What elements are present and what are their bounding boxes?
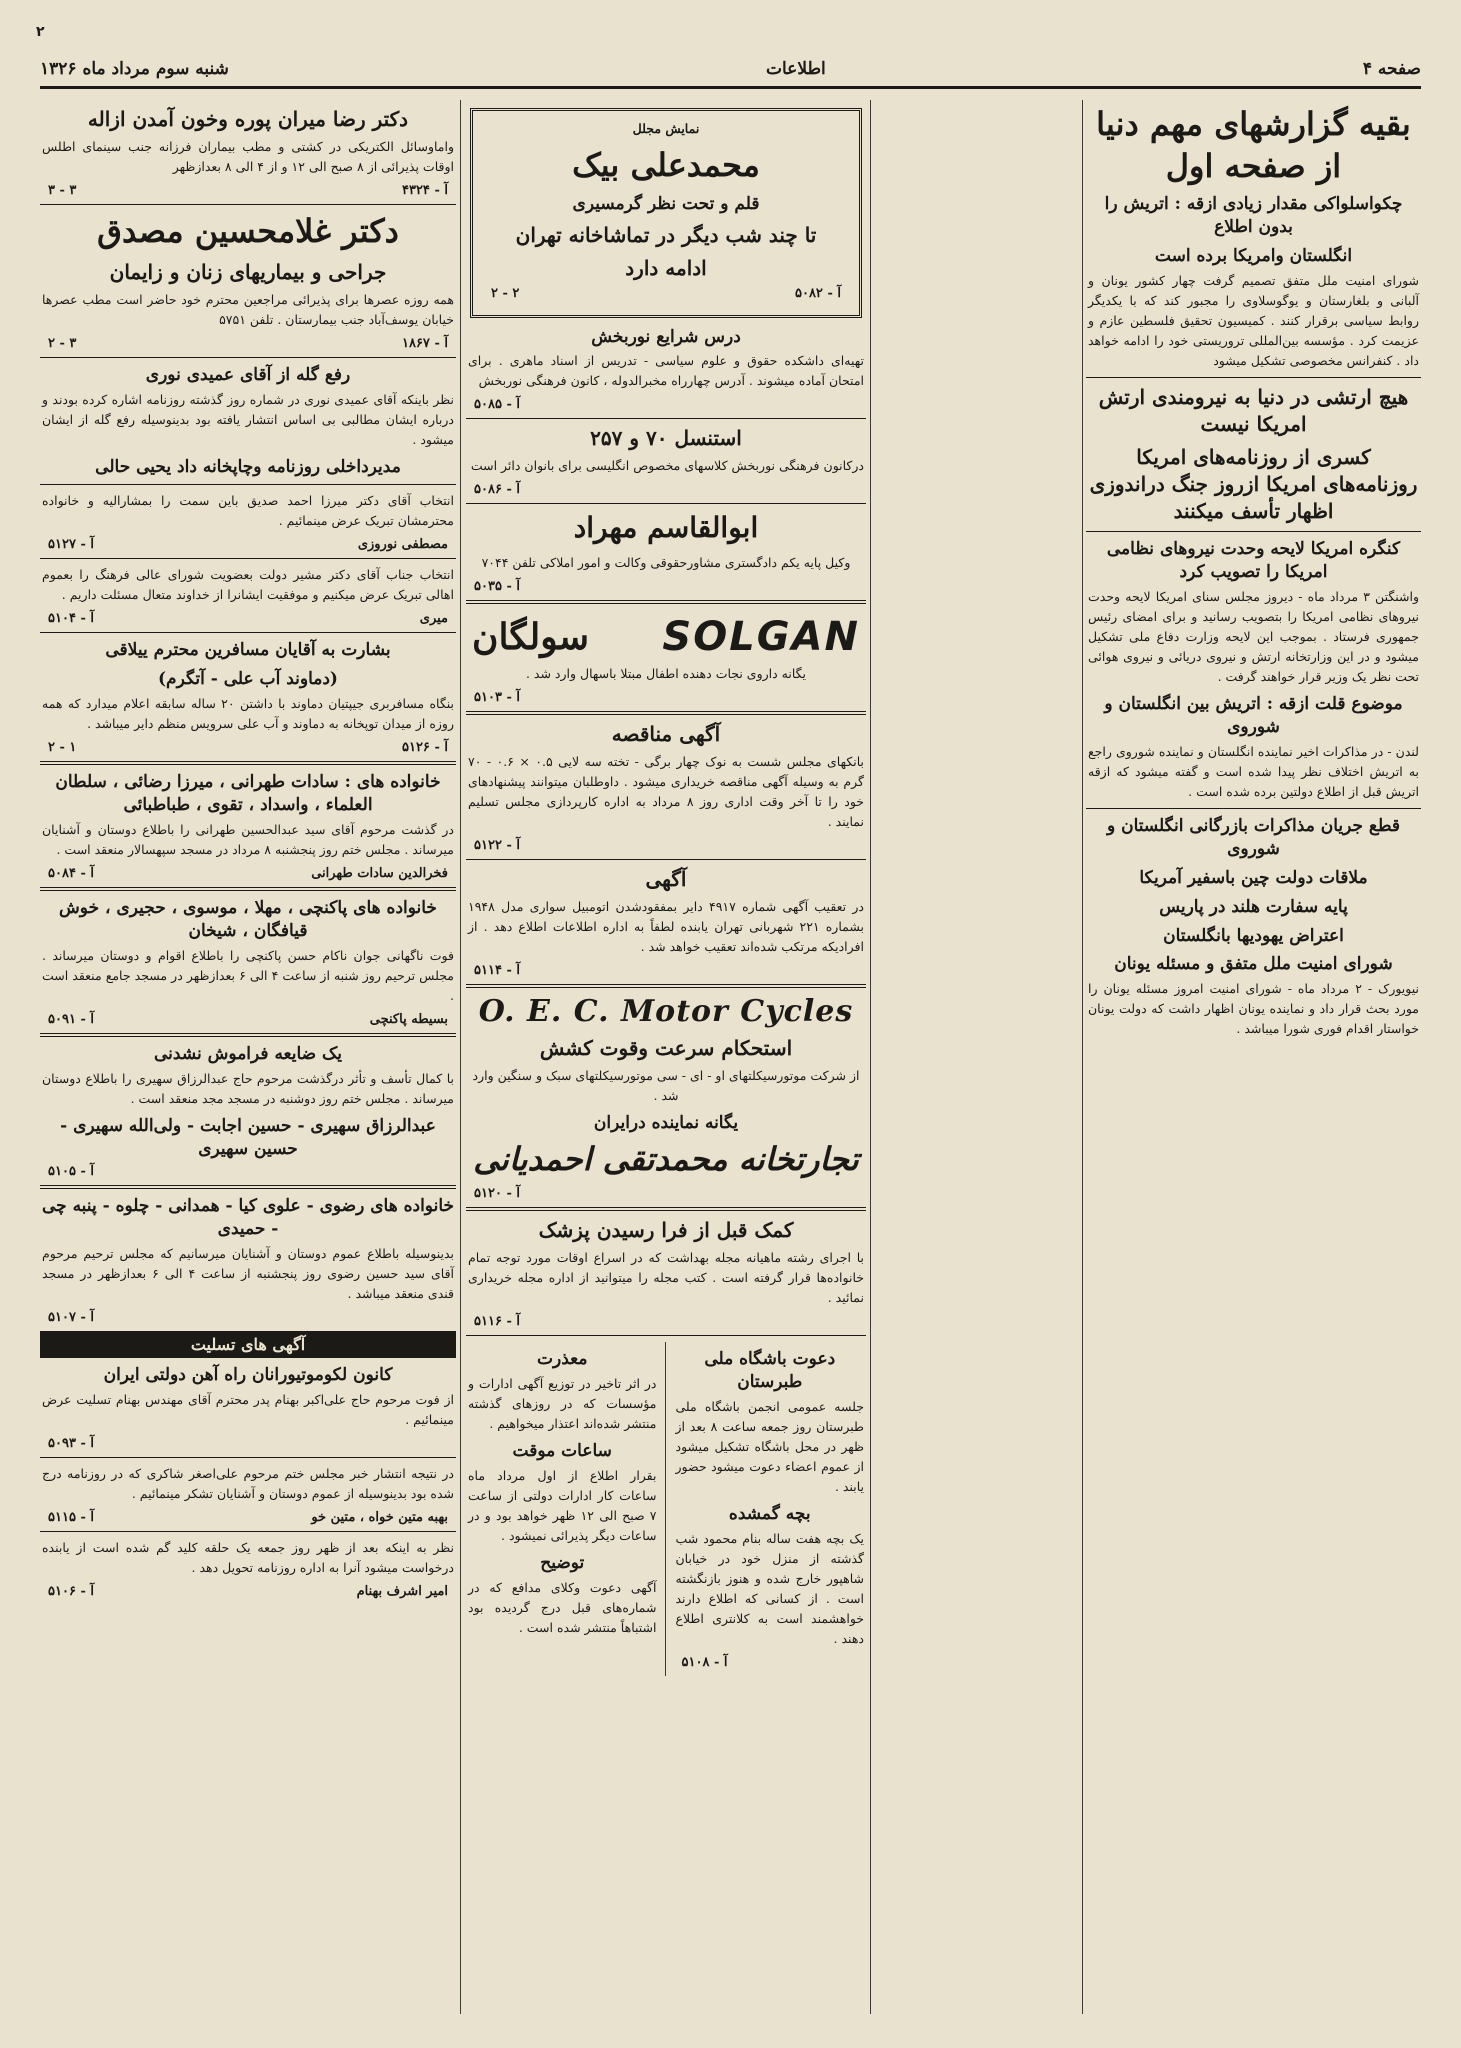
ad-body: درکانون فرهنگی نوربخش کلاسهای مخصوص انگلیسی برای بانوان دائر است (470, 458, 864, 474)
ad-ref (474, 397, 858, 412)
ad-ref-number: ۵۱۰۸ - آ (681, 1655, 728, 1671)
ad-body: فوت ناگهانی جوان ناکام حسن پاکنچی را باطلاع اقوام و دوستان میرساند . مجلس ترحیم روز شنبه از ساعت ۴ الی ۶ بعدازظهر در مسجد جامع منعقد است . (42, 948, 454, 1004)
divider (40, 632, 456, 633)
ad-body: نظر باینکه آقای عمیدی نوری در شماره روز گذشته روزنامه اشاره کرده بودند و درباره ایشان مطالبی بی اساس انتشار یافته بود بدینوسیله رفع گله از ایشان میشود . (42, 391, 454, 447)
ad-ref (48, 866, 448, 881)
story-title: کسری از روزنامه‌های امریکا روزنامه‌های امریکا ازروز جنگ دراندوزی اظهار تأسف میکنند (1089, 445, 1418, 523)
page-header (40, 52, 1421, 89)
divider (466, 859, 866, 860)
story-subtitle: انگلستان وامریکا برده است (1154, 246, 1353, 267)
ad-title: خانواده های : سادات طهرانی ، میرزا رضائی ، سلطان العلماء ، واسداد ، تقوی ، طباطبائی (55, 772, 441, 816)
divider (40, 761, 456, 765)
solgan-persian: سولگان (472, 615, 590, 658)
ad-body: بانکهای مجلس شست به نوک چهار برگی - تخته سه لایی ۰.۵ × ۰.۶ - ۷۰ گرم به وسیله آگهی مناقصه خریداری میشود . داوطلبان میتوانند پیشنهادهای خود را تا آخر وقت اداری روز ۸ مرداد به اداره کارپردازی مجلس تسلیم نمایند . (468, 753, 865, 829)
ad-body: با اجرای رشته ماهیانه مجله بهداشت که در اسراع اوقات مورد توجه تمام خانواده‌ها قرار گرفته است . کتب مجله را میتوانید از اداره مجله خریداری نمائید . (468, 1250, 864, 1306)
ad-body: بنگاه مسافربری جیپتیان دماوند با داشتن ۲۰ ساله سابقه اعلام میدارد که همه روزه از میدان توپخانه به دماوند و آب علی سرویس منظم دایر میباشد . (42, 696, 454, 732)
ad-ref (48, 611, 448, 626)
notice-group (466, 1342, 666, 1676)
ad-ref-number: ۲ - ۱ (48, 740, 77, 756)
ad-body: تهیه‌ای داشکده حقوق و علوم سیاسی - تدریس از اسناد ماهری . برای امتحان آماده میشوند . آدرس چهارراه مخبرالدوله ، کانون فرهنگی نوربخش (468, 353, 864, 389)
ad-ref (48, 1584, 448, 1599)
story-title: ملاقات دولت چین باسفیر آمریکا (1139, 867, 1368, 888)
story-title: پایه سفارت هلند در پاریس (1159, 896, 1348, 917)
ad-ref-number: ۵۰۹۳ - آ (48, 1435, 95, 1451)
ad-line: ادامه دارد (625, 255, 707, 280)
ad-title: خانواده های رضوی - علوی کیا - همدانی - چلوه - پنبه چی - حمیدی (41, 1195, 455, 1239)
ad-title: محمدعلی بیک (572, 146, 760, 184)
story-title: هیچ ارتشی در دنیا به نیرومندی ارتش امریکا نیست (1098, 385, 1409, 436)
divider (40, 204, 456, 205)
divider (466, 600, 866, 604)
ad-ref-number: ۵۱۰۴ - آ (48, 611, 95, 627)
ad-ref (474, 579, 858, 594)
divider (40, 558, 456, 559)
divider (40, 484, 456, 485)
ad-title: دعوت باشگاه ملی طبرستان (704, 1349, 836, 1393)
ad-title: معذرت (537, 1349, 588, 1370)
ad-ref-number: ۴۳۲۴ - آ (401, 183, 448, 198)
ad-ref-number: ۵۰۳۵ - آ (474, 578, 521, 594)
notice-group (674, 1342, 867, 1676)
ad-title: دکتر غلامحسین مصدق (97, 212, 399, 250)
news-column (1086, 100, 1421, 2014)
ad-ref (48, 1436, 448, 1451)
ad-body: بقرار اطلاع از اول مرداد ماه ساعات کار ادارات دولتی از ساعت ۷ صبح الی ۱۲ ظهر خواهد بود و در ساعات دیگر پذیرائی نمیشود . (468, 1468, 657, 1544)
show-ad (470, 108, 862, 318)
ad-ref-number: ۵۰۸۶ - آ (474, 482, 521, 498)
ad-body: جلسه عمومی انجمن باشگاه ملی طبرستان روز جمعه ساعت ۸ بعد از ظهر در محل باشگاه تشکیل میشود از عموم اعضاء دعوت میشود حضور یابند . (675, 1399, 864, 1495)
ad-ref (48, 1164, 448, 1179)
ad-body: در گذشت مرحوم آقای سید عبدالحسین طهرانی را باطلاع دوستان و آشنایان میرساند . مجلس ختم روز پنجشنبه ۸ مرداد در مسجد سپهسالار منعقد است . (42, 822, 454, 858)
divider (1086, 531, 1421, 532)
ad-ref-number: ۵۱۰۶ - آ (48, 1583, 95, 1599)
ad-title: آگهی (645, 866, 687, 891)
ad-body: از فوت مرحوم حاج علی‌اکبر بهنام پدر محترم آقای مهندس بهنام تسلیت عرض مینمائیم . (42, 1391, 454, 1427)
story-body: لندن - در مذاکرات اخیر نماینده انگلستان و نماینده شوروی راجع به اتریش اختلاف نظر پیدا شده است و گفته میشود که ازقه اتریش قبل از اطلاع دولتین برده شده است . (1088, 743, 1419, 799)
ad-body: آگهی دعوت وکلای مدافع که در شماره‌های قبل درج گردیده بود اشتباهاً منتشر شده است . (468, 1580, 657, 1636)
ad-body: یگانه داروی نجات دهنده اطفال مبتلا باسهال وارد شد . (525, 665, 807, 681)
ad-line: تا چند شب دیگر در تماشاخانه تهران (515, 222, 817, 247)
divider (40, 1457, 456, 1458)
ad-ref (491, 286, 841, 301)
ad-ref (48, 537, 448, 552)
ad-ref-number: ۵۱۰۷ - آ (48, 1309, 95, 1325)
story-title: شورای امنیت ملل متفق و مسئله یونان (1114, 954, 1393, 975)
ad-ref-number: ۲ - ۲ (491, 285, 520, 301)
ad-body: در نتیجه انتشار خبر مجلس ختم مرحوم علی‌اصغر شاکری که در روزنامه درج شده بود بدینوسیله از عموم دوستان و آشنایان تشکر مینمائیم . (42, 1465, 454, 1501)
ad-ref (48, 336, 448, 351)
ad-ref (48, 1310, 448, 1325)
divider (40, 1033, 456, 1037)
issue-date: شنبه سوم مرداد ماه ۱۳۲۶ (40, 59, 229, 79)
ad-body: از شرکت موتورسیکلتهای او - ای - سی موتورسیکلتهای سبک و سنگین وارد شد . (472, 1067, 860, 1103)
ad-ref-number: ۲ - ۳ (48, 335, 77, 351)
divider (466, 711, 866, 715)
ad-body: بدینوسیله باطلاع عموم دوستان و آشنایان میرسانیم که مجلس ترحیم مرحوم آقای سید حسین رضوی روز پنجشنبه از ساعت ۴ الی ۶ بعدازظهر در مسجد قندی منعقد میباشد . (42, 1245, 455, 1301)
paper-name: اطلاعات (766, 59, 826, 79)
story-title: موضوع قلت ازقه : اتریش بین انگلستان و شوروی (1104, 693, 1403, 737)
ad-ref (682, 1655, 859, 1670)
ad-title: رفع گله از آقای عمیدی نوری (145, 364, 351, 385)
column-rule (460, 100, 461, 2014)
ad-title: بشارت به آقایان مسافرین محترم ییلاقی (105, 640, 391, 661)
ad-sign: فخرالدین سادات طهرانی (311, 866, 448, 882)
divider (40, 1531, 456, 1532)
story-title: کنگره امریکا لایحه وحدت نیروهای نظامی امریکا را تصویب کرد (1106, 539, 1401, 582)
story-title: چکواسلواکی مقدار زیادی ازقه : اتریش را بدون اطلاع (1104, 194, 1403, 238)
ad-ref (474, 963, 858, 978)
ad-body: انتخاب آقای دکتر میرزا احمد صدیق باین سمت را بمشارالیه و خانواده محترمشان تبریک عرض مینمائیم . (42, 493, 454, 529)
ad-sign: بهبه متین خواه ، متین خو (311, 1509, 448, 1525)
divider (1086, 808, 1421, 809)
ad-subtitle: جراحی و بیماریهای زنان و زایمان (109, 259, 387, 284)
notice-row (466, 1342, 866, 1676)
ad-firm: تجارتخانه محمدتقی احمدیانی (473, 1139, 859, 1178)
ad-title: دکتر رضا میران پوره وخون آمدن ازاله (87, 107, 409, 131)
ad-title: آگهی مناقصه (611, 721, 721, 746)
column-rule (870, 100, 871, 2014)
ad-ref (474, 838, 858, 853)
column-rule (1082, 100, 1083, 2014)
main-headline: بقیه گزارشهای مهم دنیا از صفحه اول (1096, 105, 1411, 185)
ad-sign: مدیرداخلی روزنامه وچاپخانه داد یحیی حالی (95, 456, 401, 477)
ad-body: وکیل پایه یکم دادگستری مشاورحقوقی وکالت و امور املاکی تلفن ۷۰۴۴ (481, 554, 851, 570)
section-banner: آگهی های تسلیت (40, 1331, 456, 1358)
ad-ref (474, 1314, 858, 1329)
ad-sign: بسیطه پاکنچی (369, 1012, 448, 1028)
ad-title: خانواده های پاکنچی ، مهلا ، موسوی ، حجیری ، خوش قیافگان ، شیخان (59, 898, 437, 942)
ad-ref-number: ۵۱۱۴ - آ (474, 962, 521, 978)
ad-body: یک بچه هفت ساله بنام محمود شب گذشته از منزل خود در خیابان شاهپور خارج شده و هنوز بازنگشته است . از کسانی که اطلاع دارند خواهشمند است به کلانتری اطلاع دهند . (675, 1531, 864, 1647)
story-body: نیویورک - ۲ مرداد ماه - شورای امنیت امروز مسئله یونان را مورد بحث قرار داد و نماینده یونان اظهار داشت که دولت یونان خواستار اقدام فوری شورا میباشد . (1088, 981, 1419, 1037)
ad-ref-number: ۵۱۲۶ - آ (401, 740, 448, 756)
ad-ref (474, 482, 858, 497)
ad-body: همه روزه عصرها برای پذیرائی مراجعین محترم خود حاضر است مطب عصرها خیابان یوسف‌آباد جنب بیمارستان . تلفن ۵۷۵۱ (42, 291, 454, 327)
ad-ref-number: ۵۱۱۵ - آ (48, 1509, 95, 1525)
ad-ref-number: ۱۸۶۷ - آ (401, 335, 448, 351)
ad-title: یک ضایعه فراموش نشدنی (154, 1044, 342, 1065)
ad-subtitle: (دماوند آب علی - آتگرم) (158, 669, 338, 690)
story-title: اعتراض یهودیها بانگلستان (1163, 925, 1344, 946)
ad-ref-number: ۵۰۸۴ - آ (48, 866, 95, 882)
ad-body: انتخاب جناب آقای دکتر مشیر دولت بعضویت شورای عالی فرهنگ را بعموم اهالی تبریک عرض میکنیم و موفقیت ایشانرا از خداوند متعال مسئلت داریم . (42, 567, 454, 603)
ad-body: در تعقیب آگهی شماره ۴۹۱۷ دایر بمفقودشدن اتومبیل سواری مدل ۱۹۴۸ بشماره ۲۲۱ شهربانی تهران یابنده لطفاً به اداره اطلاعات اطلاع دهد . از افرادیکه مرتکب شده‌اند تعقیب خواهد شد . (468, 898, 865, 954)
divider (40, 1185, 456, 1189)
ad-title: بچه گمشده (728, 1504, 811, 1525)
ad-title: توضیح (540, 1553, 585, 1574)
ad-prefix: نمایش مجلل (632, 121, 700, 136)
ad-ref (48, 183, 448, 198)
ad-ref-number: ۵۱۰۳ - آ (474, 689, 521, 705)
ad-ref-number: ۵۰۸۲ - آ (794, 285, 841, 301)
ad-ref-number: ۵۱۲۷ - آ (48, 537, 95, 553)
ad-ref (48, 740, 448, 755)
ad-ref-number: ۳ - ۳ (48, 183, 77, 198)
ad-ref-number: ۵۰۸۵ - آ (474, 397, 521, 413)
story-body: واشنگتن ۳ مرداد ماه - دیروز مجلس سنای امریکا لایحه وحدت نیروهای نظامی امریکا را بتصویب رسانید و برای امضای رئیس جمهوری فرستاد . بموجب این لایحه وزارت دفاع ملی تشکیل میشود و در این وزارتخانه ارتش و نیروی دریائی و نیروی هوائی تحت نظر یک وزیر قرار خواهند گرفت . (1088, 588, 1419, 684)
ad-line: قلم و تحت نظر گرمسیری (572, 193, 760, 214)
ad-title: کمک قبل از فرا رسیدن پزشک (538, 1218, 794, 1243)
ad-sign: میری (419, 611, 448, 627)
ad-subtitle: کانون لکوموتیورانان راه آهن دولتی ایران (103, 1364, 393, 1385)
divider (1086, 377, 1421, 378)
ad-ref-number: ۵۱۲۲ - آ (474, 837, 521, 853)
divider (40, 887, 456, 891)
ad-ref (48, 1510, 448, 1525)
divider (466, 1207, 866, 1211)
ad-body: واماوسائل الکتریکی در کشتی و مطب بیماران فرزانه جنب سینمای اطلس اوقات پذیرائی از ۸ صبح الی ۱۲ و از ۴ الی ۸ بعدازظهر (42, 139, 454, 174)
divider (40, 357, 456, 358)
ads-column (466, 100, 866, 2014)
ad-sign: مصطفی نوروزی (357, 537, 448, 553)
ad-ref (474, 690, 858, 705)
ad-line: یگانه نماینده درایران (593, 1112, 739, 1133)
ad-body: نظر به اینکه بعد از ظهر روز جمعه یک حلقه کلید گم شده است از یابنده درخواست میشود آنرا به اداره روزنامه تحویل دهد . (42, 1539, 454, 1575)
ad-line: استحکام سرعت وقوت کشش (539, 1035, 793, 1060)
solgan-latin: SOLGAN (662, 613, 860, 660)
ad-body: با کمال تأسف و تأثر درگذشت مرحوم حاج عبدالرزاق سهیری را باطلاع دوستان میرساند . مجلس ختم روز دوشنبه در مسجد مجد منعقد است . (42, 1071, 454, 1107)
ad-title: ابوالقاسم مهراد (573, 511, 759, 545)
divider (466, 503, 866, 504)
ad-ref-number: ۵۱۲۰ - آ (474, 1186, 521, 1202)
solgan-ad (466, 610, 866, 664)
ad-title: ساعات موقت (512, 1441, 612, 1462)
ad-ref-number: ۵۰۹۱ - آ (48, 1012, 95, 1028)
story-title: قطع جریان مذاکرات بازرگانی انگلستان و شوروی (1106, 815, 1401, 859)
ad-ref-number: ۵۱۰۵ - آ (48, 1163, 95, 1179)
ad-ref-number: ۵۱۱۶ - آ (474, 1314, 521, 1330)
ad-body: در اثر تاخیر در توزیع آگهی ادارات و مؤسسات که در روزهای گذشته منتشر شده‌اند اعتذار میخواهیم . (468, 1376, 657, 1432)
divider (466, 1335, 866, 1336)
ad-title: درس شرایع نوربخش (591, 326, 741, 347)
page-number: صفحه ۴ (1362, 59, 1421, 79)
ad-title: استنسل ۷۰ و ۲۵۷ (590, 426, 742, 451)
corner-mark: ۲ (36, 24, 45, 40)
ad-sign: عبدالرزاق سهیری - حسین اجابت - ولی‌الله سهیری - حسین سهیری (60, 1116, 436, 1159)
story-body: شورای امنیت ملل متفق تصمیم گرفت چهار کشور یونان و آلبانی و بلغارستان و یوگوسلاوی را مجبور کند که با یکدیگر روابط سیاسی برقرار کنند . کمیسیون تحقیق فلسطین عازم و عزیمت کرد . مؤسسه بین‌المللی تروریستی خود را ادامه خواهد داد . کنفرانس مخصوصی تشکیل میشود (1088, 273, 1419, 368)
ad-ref (474, 1186, 858, 1201)
ad-ref (48, 1012, 448, 1027)
oec-brand: O. E. C. Motor Cycles (478, 993, 854, 1029)
divider (466, 984, 866, 988)
classified-column (40, 100, 456, 2014)
ad-sign: امیر اشرف بهنام (356, 1583, 448, 1599)
divider (466, 418, 866, 419)
